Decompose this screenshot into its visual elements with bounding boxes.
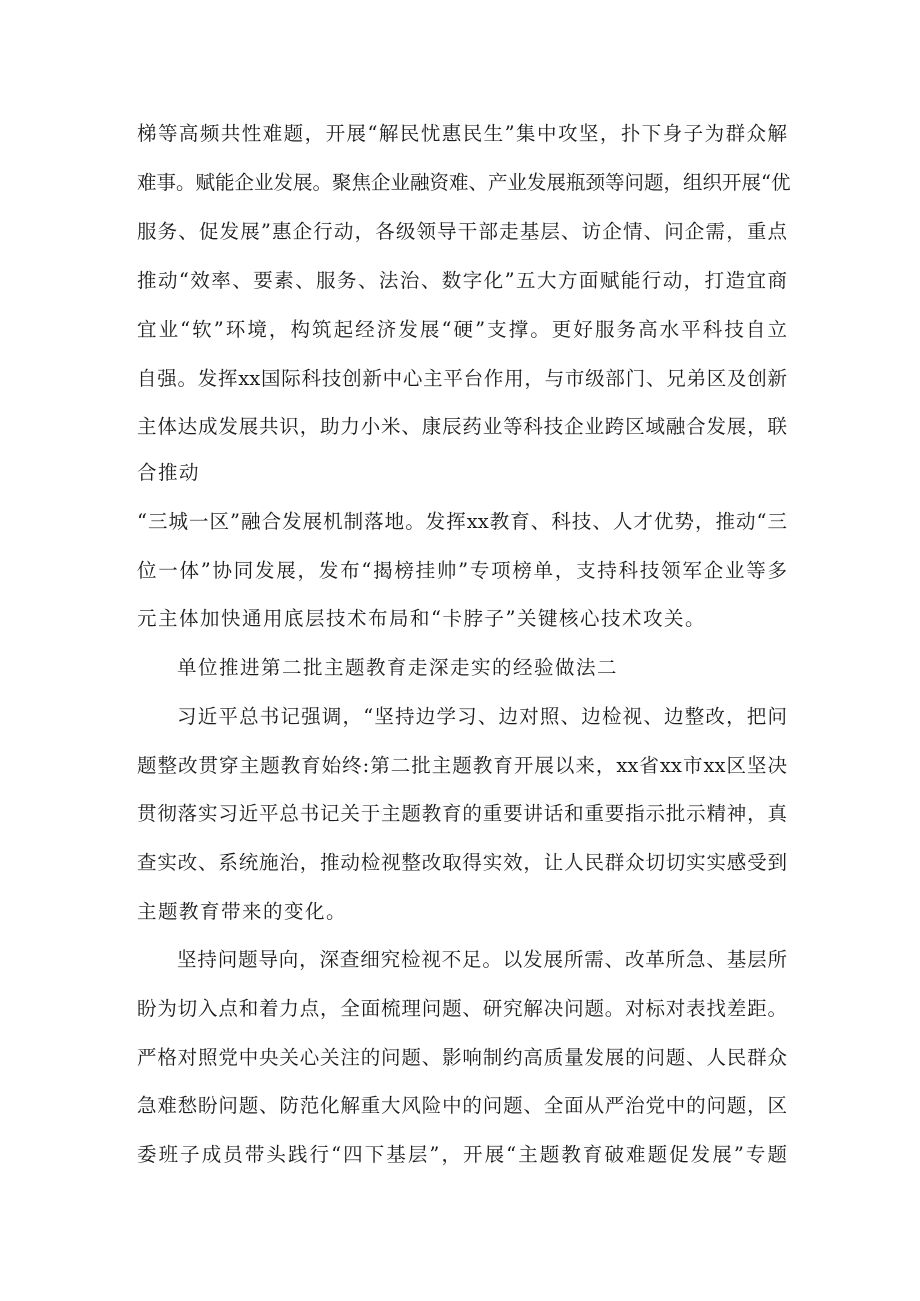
paragraph-line: 急难愁盼问题、防范化解重大风险中的问题、全面从严治党中的问题，区: [137, 1094, 787, 1117]
paragraph-line: 严格对照党中央关心关注的问题、影响制约高质量发展的问题、人民群众: [137, 1046, 787, 1069]
paragraph-line: 贯彻落实习近平总书记关于主题教育的重要讲话和重要指示批示精神，真: [137, 802, 787, 825]
paragraph-line: 习近平总书记强调，“坚持边学习、边对照、边检视、边整改，把问: [177, 705, 787, 728]
paragraph-line: 题整改贯穿主题教育始终:第二批主题教育开展以来，xx省xx市xx区坚决: [137, 754, 787, 777]
paragraph-line: 委班子成员带头践行“四下基层”，开展“主题教育破难题促发展”专题: [137, 1143, 787, 1166]
paragraph-line: 元主体加快通用底层技术布局和“卡脖子”关键核心技术攻关。: [137, 607, 706, 630]
paragraph-line: 合推动: [137, 461, 201, 484]
paragraph-line: 服务、促发展”惠企行动，各级领导干部走基层、访企情、问企需，重点: [137, 220, 787, 243]
paragraph-line: 位一体”协同发展，发布“揭榜挂帅”专项榜单，支持科技领军企业等多: [137, 559, 787, 582]
paragraph-line: 自强。发挥xx国际科技创新中心主平台作用，与市级部门、兄弟区及创新: [137, 367, 787, 390]
paragraph-line: 坚持问题导向，深查细究检视不足。以发展所需、改革所急、基层所: [177, 948, 787, 971]
paragraph-line: 主题教育带来的变化。: [137, 900, 348, 923]
paragraph-line: 宜业“软”环境，构筑起经济发展“硬”支撑。更好服务高水平科技自立: [137, 318, 787, 341]
paragraph-line: 查实改、系统施治，推动检视整改取得实效，让人民群众切切实实感受到: [137, 851, 787, 874]
paragraph-line: 盼为切入点和着力点，全面梳理问题、研究解决问题。对标对表找差距。: [137, 997, 787, 1020]
paragraph-line: 主体达成发展共识，助力小米、康辰药业等科技企业跨区域融合发展，联: [137, 415, 787, 438]
paragraph-line: 难事。赋能企业发展。聚焦企业融资难、产业发展瓶颈等问题，组织开展“优: [137, 171, 791, 194]
paragraph-line: “三城一区”融合发展机制落地。发挥xx教育、科技、人才优势，推动“三: [137, 510, 787, 533]
paragraph-line: 梯等高频共性难题，开展“解民忧惠民生”集中攻坚，扑下身子为群众解: [137, 122, 787, 145]
paragraph-line: 推动“效率、要素、服务、法治、数字化”五大方面赋能行动，打造宜商: [137, 269, 787, 292]
section-heading: 单位推进第二批主题教育走深走实的经验做法二: [177, 656, 619, 679]
